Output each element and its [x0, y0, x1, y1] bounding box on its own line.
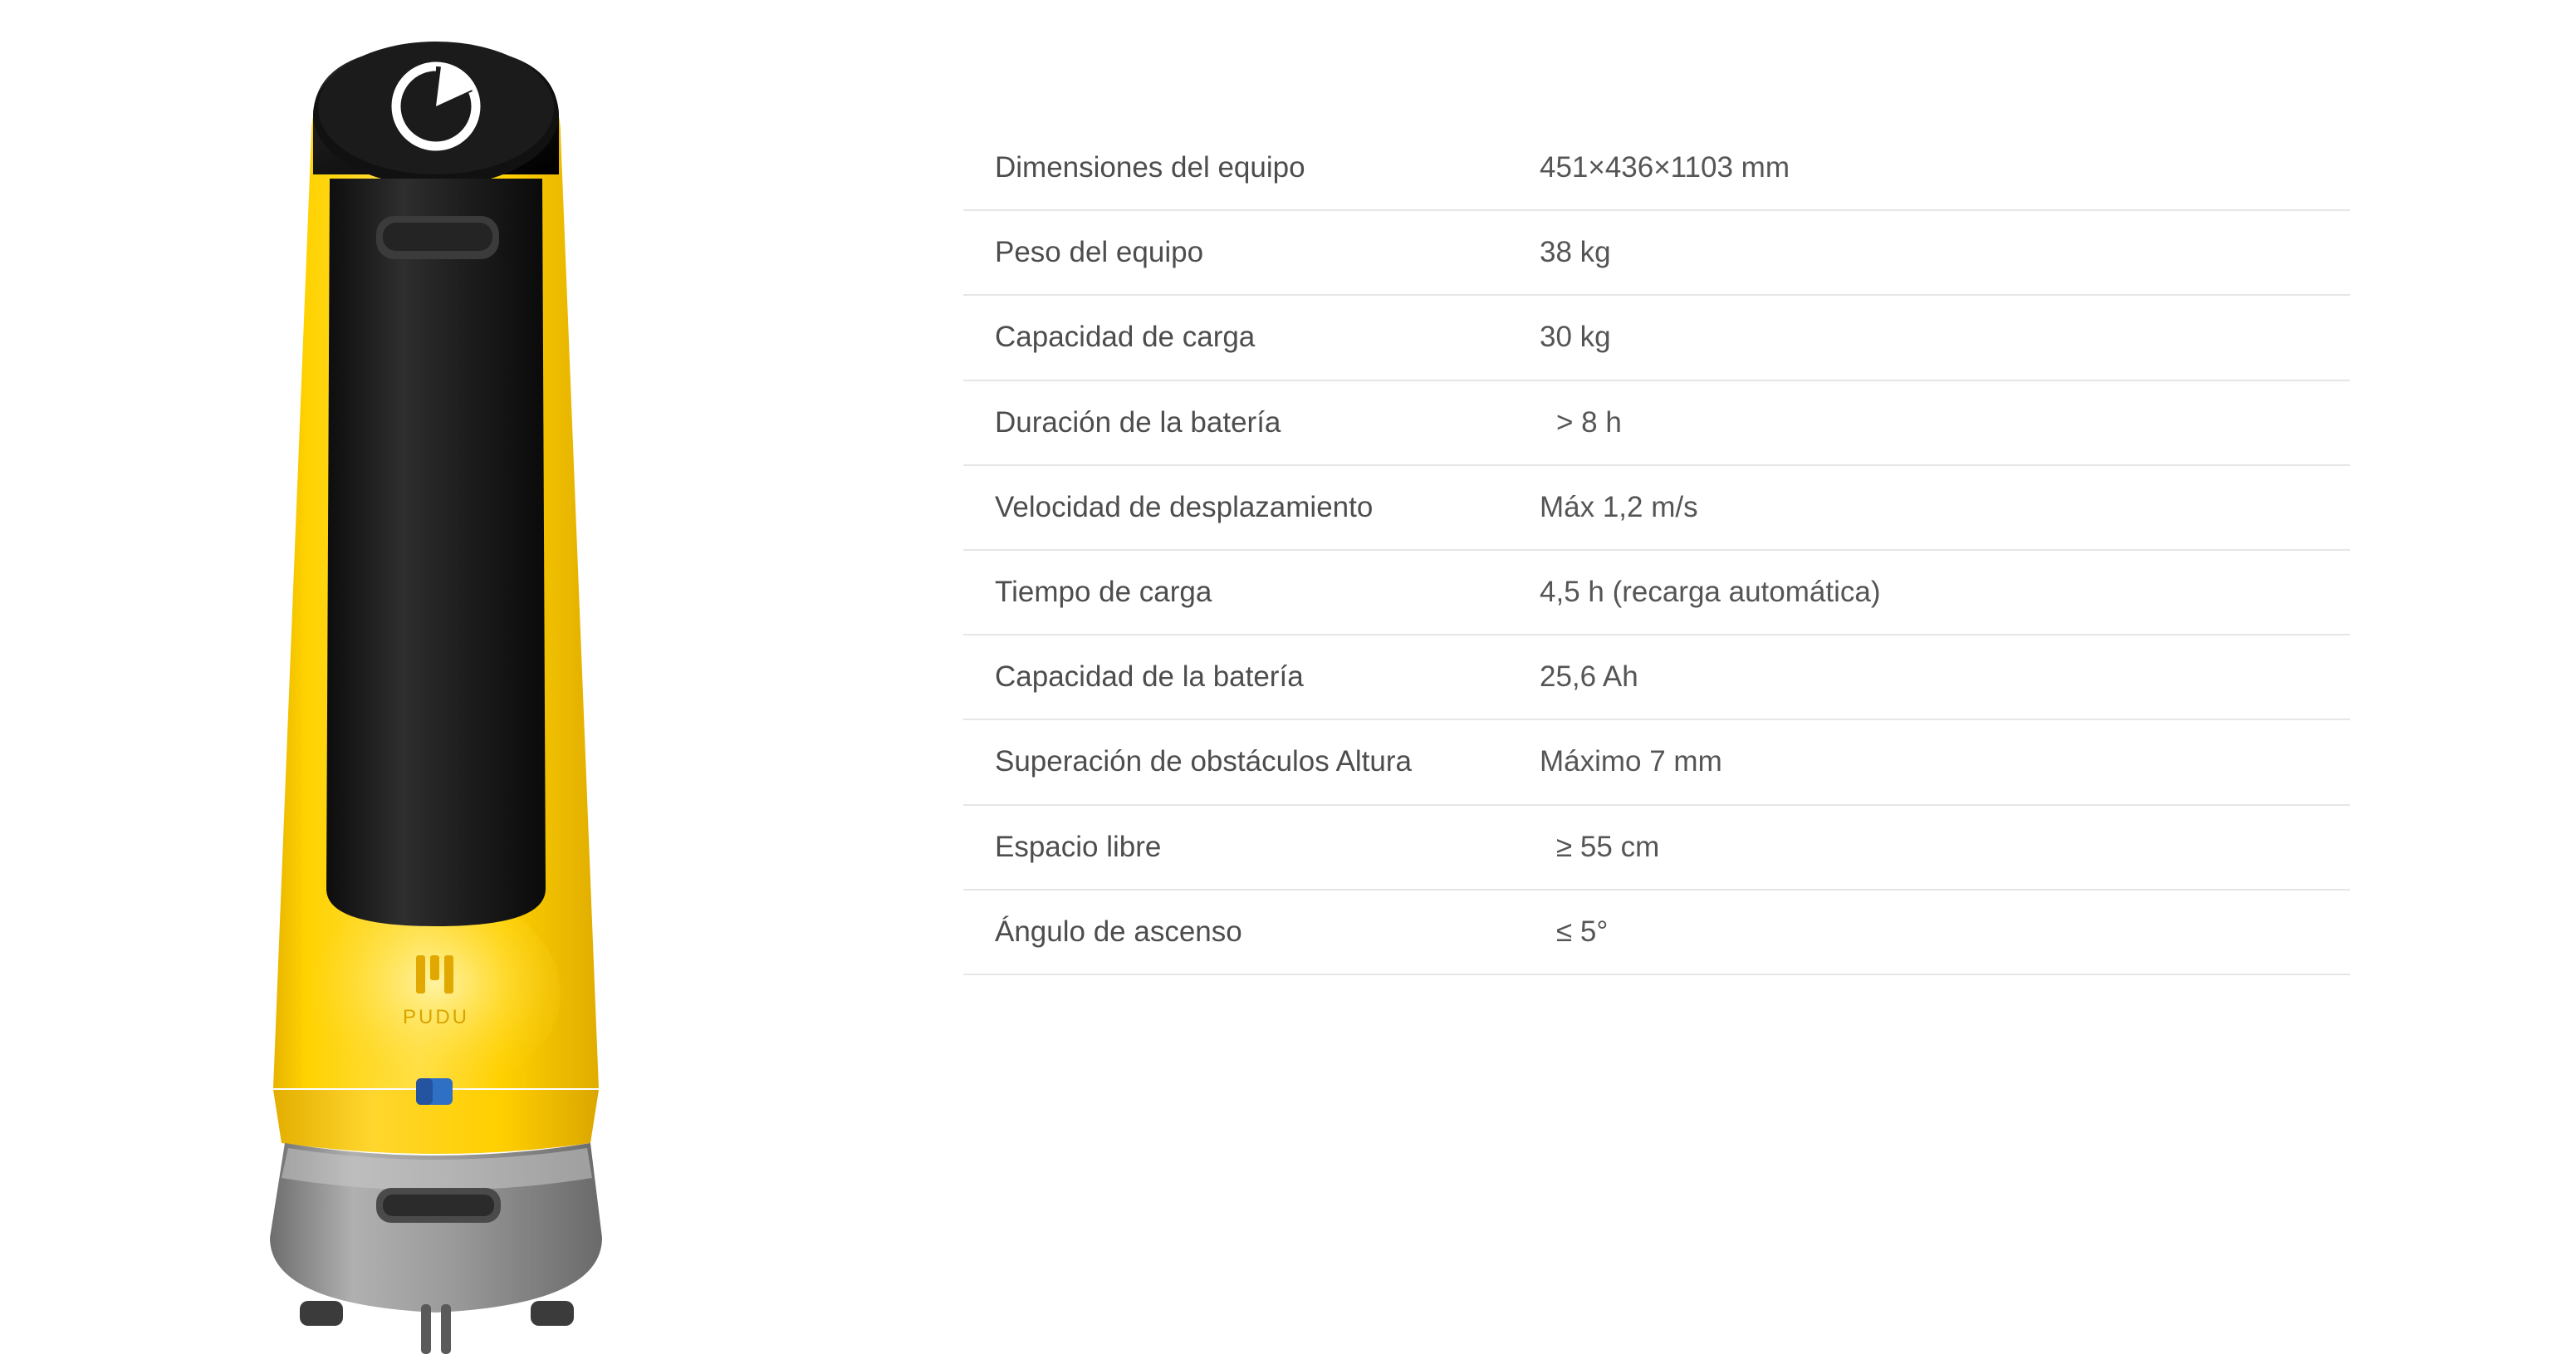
spec-label: Espacio libre: [995, 830, 1162, 863]
caster-right: [531, 1301, 574, 1326]
upper-sensor-slot-inner: [383, 223, 492, 251]
spec-label: Velocidad de desplazamiento: [995, 490, 1374, 523]
status-indicator-left: [416, 1078, 433, 1105]
spec-label: Superación de obstáculos Altura: [995, 745, 1412, 778]
product-image-pane: [0, 0, 963, 1369]
spec-value: 451×436×1103 mm: [1540, 151, 1790, 184]
specifications-pane: [963, 0, 2576, 975]
specifications-table: [963, 126, 2350, 975]
pudu-delivery-robot-illustration: [187, 8, 685, 1354]
spec-value: ≤ 5°: [1556, 915, 1609, 948]
table-row: [963, 210, 2350, 295]
spec-value: 38 kg: [1540, 236, 1611, 269]
table-row: [963, 550, 2350, 635]
lower-sensor-slot-inner: [383, 1195, 494, 1216]
spec-label: Ángulo de ascenso: [995, 915, 1242, 948]
robot-front-panel: [326, 179, 546, 926]
table-row: [963, 719, 2350, 804]
spec-label: Duración de la batería: [995, 405, 1281, 439]
center-pin-right: [441, 1304, 451, 1354]
center-pin-left: [421, 1304, 431, 1354]
robot-top-dome-inner: [318, 42, 554, 174]
spec-label: Peso del equipo: [995, 236, 1204, 269]
caster-left: [300, 1301, 343, 1326]
table-row: [963, 380, 2350, 465]
spec-value: > 8 h: [1556, 405, 1622, 439]
spec-value: 4,5 h (recarga automática): [1540, 575, 1881, 608]
spec-label: Tiempo de carga: [995, 575, 1212, 608]
spec-label: Capacidad de la batería: [995, 660, 1304, 694]
spec-value: 25,6 Ah: [1540, 660, 1638, 694]
svg-text:PUDU: PUDU: [402, 1006, 470, 1028]
spec-value: Máximo 7 mm: [1540, 745, 1722, 778]
spec-value: 30 kg: [1540, 321, 1611, 354]
table-row: [963, 635, 2350, 719]
spec-value: Máx 1,2 m/s: [1540, 490, 1698, 523]
table-row: [963, 805, 2350, 890]
spec-value: ≥ 55 cm: [1556, 830, 1660, 863]
spec-label: Dimensiones del equipo: [995, 151, 1305, 184]
table-row: [963, 126, 2350, 210]
spec-label: Capacidad de carga: [995, 321, 1256, 354]
base-highlight: [282, 1148, 592, 1190]
table-row: [963, 465, 2350, 550]
table-row: [963, 295, 2350, 380]
table-row: [963, 890, 2350, 974]
